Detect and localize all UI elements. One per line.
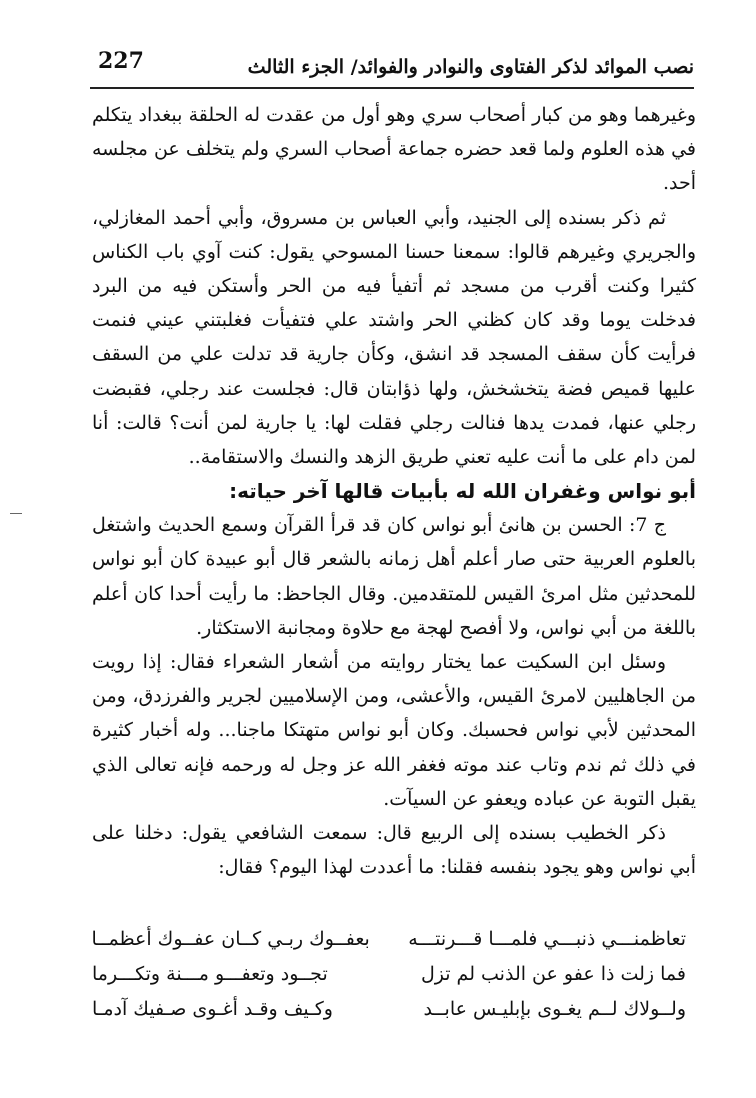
poem-first-hemistich: ولــولاك لــم يغـوى بإبليـس عابــد: [423, 998, 686, 1020]
page-number: 227: [98, 48, 144, 74]
poem-second-hemistich: تجــود وتعفـــو مـــنة وتكـــرما: [92, 963, 328, 985]
paragraph-ibn-sikkit: وسئل ابن السكيت عما يختار روايته من أشعار الشعراء فقال: إذا رويت من الجاهليين لامرئ القيس، والأعشى، ومن الإسلاميين لجرير والفرزدق، ومن المحدثين لأبي نواس فحسبك. وكان أبو نواس متهتكا ماجنا... وله أخبار كثيرة في ذلك ثم ندم وتاب عند موته فغفر الله عز وجل له ورحمه فإنه تعالى الذي يقبل التوبة عن عباده ويعفو عن السيآت.: [92, 651, 696, 810]
poem: [92, 922, 696, 1027]
section-heading: أبو نواس وغفران الله له بأبيات قالها آخر حياته:: [229, 479, 696, 504]
paragraph-abu-nuwas-bio: ج 7: الحسن بن هانئ أبو نواس كان قد قرأ القرآن وسمع الحديث واشتغل بالعلوم العربية حتى صار أعلم أهل زمانه بالشعر قال أبو عبيدة كان أبو نواس للمحدثين مثل امرئ القيس للمتقدمين. وقال الجاحظ: ما رأيت أحدا كان أعلم باللغة من أبي نواس، ولا أفصح لهجة مع حلاوة ومجانبة الاستكثار.: [92, 514, 696, 639]
poem-first-hemistich: فما زلت ذا عفو عن الذنب لم تزل: [420, 963, 686, 985]
poem-verse: [92, 957, 696, 992]
poem-first-hemistich: تعاظمنـــي ذنبـــي فلمـــا قـــرنتـــه: [408, 928, 686, 950]
poem-verse: [92, 992, 696, 1027]
paragraph-junayd-story: ثم ذكر بسنده إلى الجنيد، وأبي العباس بن مسروق، وأبي أحمد المغازلي، والجريري وغيرهم قالوا: سمعنا حسنا المسوحي يقول: كنت آوي باب الكناس كثيرا وكنت أقرب من مسجد ثم أتفيأ فيه من الحر وأستكن فيه من البرد فدخلت يوما وقد كان كظني الحر واشتد علي فتفيأت فغلبتني عيني فنمت فرأيت كأن سقف المسجد قد انشق، وكأن جارية قد تدلت علي من السقف عليها قميص فضة يتخشخش، ولها ذؤابتان قال: فجلست عند رجلي، فقبضت رجلي عنها، فمدت يدها فنالت رجلي فقلت لها: يا جارية لمن أنت؟ قالت: أنا لمن دام على ما أنت عليه تعني طريق الزهد والنسك والاستقامة..: [92, 206, 696, 469]
margin-mark: [10, 513, 22, 514]
body-text: [92, 98, 696, 884]
header-divider: [90, 87, 694, 89]
poem-second-hemistich: وكـيف وقـد أغـوى صـفيك آدمـا: [92, 998, 333, 1020]
running-title: نصب الموائد لذكر الفتاوى والنوادر والفوائد/ الجزء الثالث: [247, 56, 694, 78]
page-header: [90, 48, 694, 88]
paragraph-continuation: وغيرهما وهو من كبار أصحاب سري وهو أول من عقدت له الحلقة ببغداد يتكلم في هذه العلوم ولما قعد حضره جماعة أصحاب السري ولم يتخلف عن مجلسه أحد.: [92, 104, 696, 195]
paragraph-khatib-narration: ذكر الخطيب بسنده إلى الربيع قال: سمعت الشافعي يقول: دخلنا على أبي نواس وهو يجود بنفسه فقلنا: ما أعددت لهذا اليوم؟ فقال:: [92, 822, 696, 879]
poem-second-hemistich: بعفــوك ربـي كــان عفــوك أعظمــا: [91, 928, 370, 950]
poem-verse: [92, 922, 696, 957]
